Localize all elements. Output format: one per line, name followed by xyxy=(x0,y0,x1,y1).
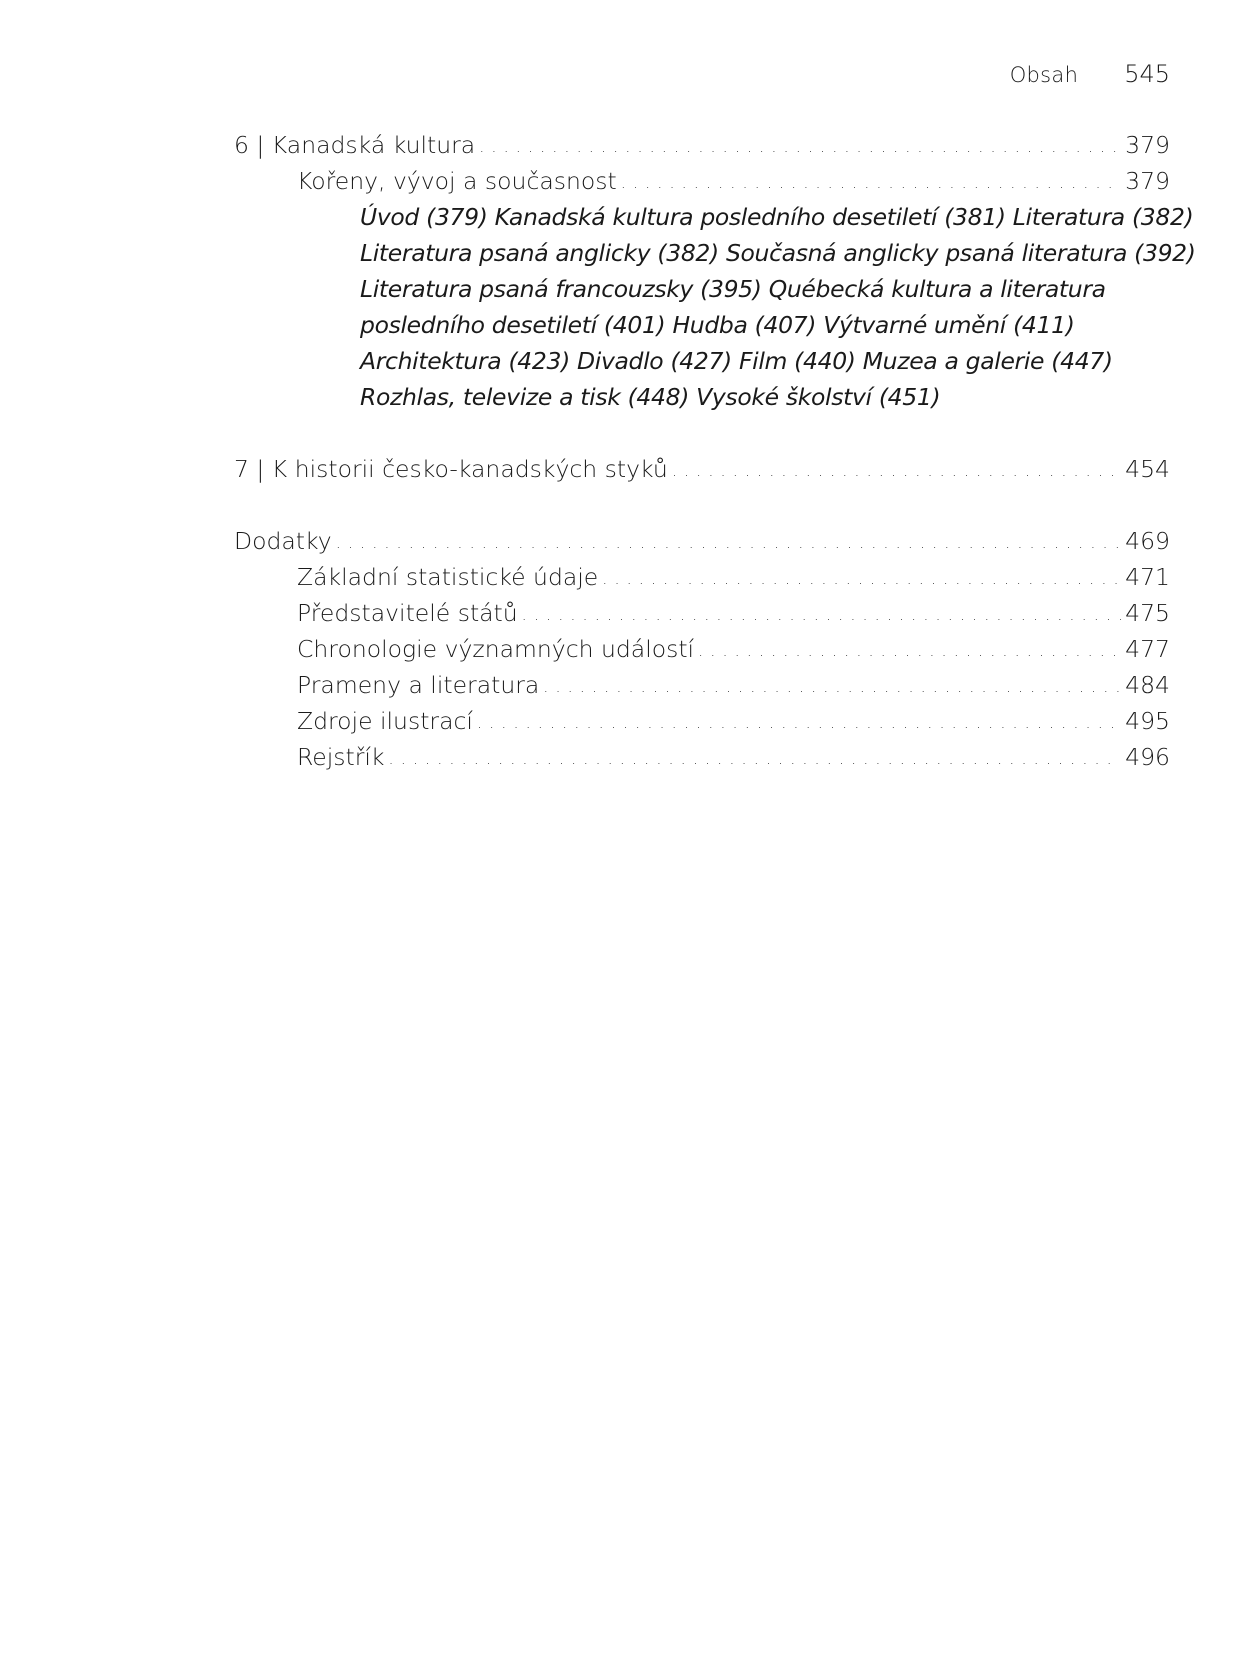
toc-entry-title: 6 | Kanadská kultura xyxy=(234,131,476,159)
toc-entry-title: Zdroje ilustrací xyxy=(297,707,473,735)
toc-entry-appendix-item xyxy=(234,703,1170,739)
toc-entry-title: Chronologie významných událostí xyxy=(297,635,695,663)
toc-subtopics xyxy=(234,199,1196,415)
toc-entry-page: 454 xyxy=(1125,455,1170,483)
subtopic-line: Rozhlas, televize a tisk (448) Vysoké školství (451) xyxy=(360,383,941,411)
dot-leader xyxy=(621,165,1121,201)
subtopic-line: Literatura psaná anglicky (382) Současná anglicky psaná literatura (392) xyxy=(360,239,1196,267)
dot-leader xyxy=(477,705,1121,741)
dot-leader xyxy=(389,741,1122,777)
dot-leader xyxy=(672,453,1121,489)
toc-entry-page: 469 xyxy=(1125,527,1170,555)
toc-entry-appendix-item xyxy=(234,631,1170,667)
running-header-section: Obsah xyxy=(1009,63,1079,87)
toc-entry-title: 7 | K historii česko-kanadských styků xyxy=(234,455,668,483)
toc-entry-chapter-7 xyxy=(234,451,1170,487)
toc-entry-section-koreny xyxy=(234,163,1170,199)
toc-entry-title: Dodatky xyxy=(234,527,332,555)
subtopic-line: Úvod (379) Kanadská kultura posledního desetiletí (381) Literatura (382) xyxy=(360,203,1194,231)
dot-leader xyxy=(698,633,1121,669)
running-header xyxy=(1010,60,1170,88)
toc-entry-page: 379 xyxy=(1125,167,1170,195)
toc-entry-page: 484 xyxy=(1125,671,1170,699)
toc-entry-title: Rejstřík xyxy=(297,743,385,771)
page-number: 545 xyxy=(1124,60,1170,88)
toc-entry-appendix-item xyxy=(234,667,1170,703)
dot-leader xyxy=(479,129,1121,165)
spacer xyxy=(234,415,1170,451)
dot-leader xyxy=(522,597,1121,633)
toc-entry-appendix xyxy=(234,523,1170,559)
dot-leader xyxy=(336,525,1121,561)
toc-entry-page: 495 xyxy=(1125,707,1170,735)
dot-leader xyxy=(543,669,1121,705)
table-of-contents xyxy=(234,127,1196,775)
subtopic-line: posledního desetiletí (401) Hudba (407) Výtvarné umění (411) xyxy=(360,311,1075,339)
toc-entry-page: 475 xyxy=(1125,599,1170,627)
subtopic-line: Literatura psaná francouzsky (395) Québecká kultura a literatura xyxy=(360,275,1106,303)
toc-entry-appendix-item xyxy=(234,595,1170,631)
toc-entry-page: 496 xyxy=(1125,743,1170,771)
toc-entry-chapter-6 xyxy=(234,127,1170,163)
toc-entry-title: Kořeny, vývoj a současnost xyxy=(297,167,617,195)
spacer xyxy=(234,487,1170,523)
subtopic-line: Architektura (423) Divadlo (427) Film (440) Muzea a galerie (447) xyxy=(360,347,1113,375)
toc-entry-page: 471 xyxy=(1125,563,1170,591)
toc-entry-appendix-item xyxy=(234,559,1170,595)
toc-entry-title: Základní statistické údaje xyxy=(297,563,599,591)
toc-entry-title: Představitelé států xyxy=(297,599,518,627)
toc-entry-page: 379 xyxy=(1125,131,1170,159)
toc-entry-appendix-item xyxy=(234,739,1170,775)
toc-entry-page: 477 xyxy=(1125,635,1170,663)
dot-leader xyxy=(602,561,1121,597)
toc-entry-title: Prameny a literatura xyxy=(297,671,540,699)
